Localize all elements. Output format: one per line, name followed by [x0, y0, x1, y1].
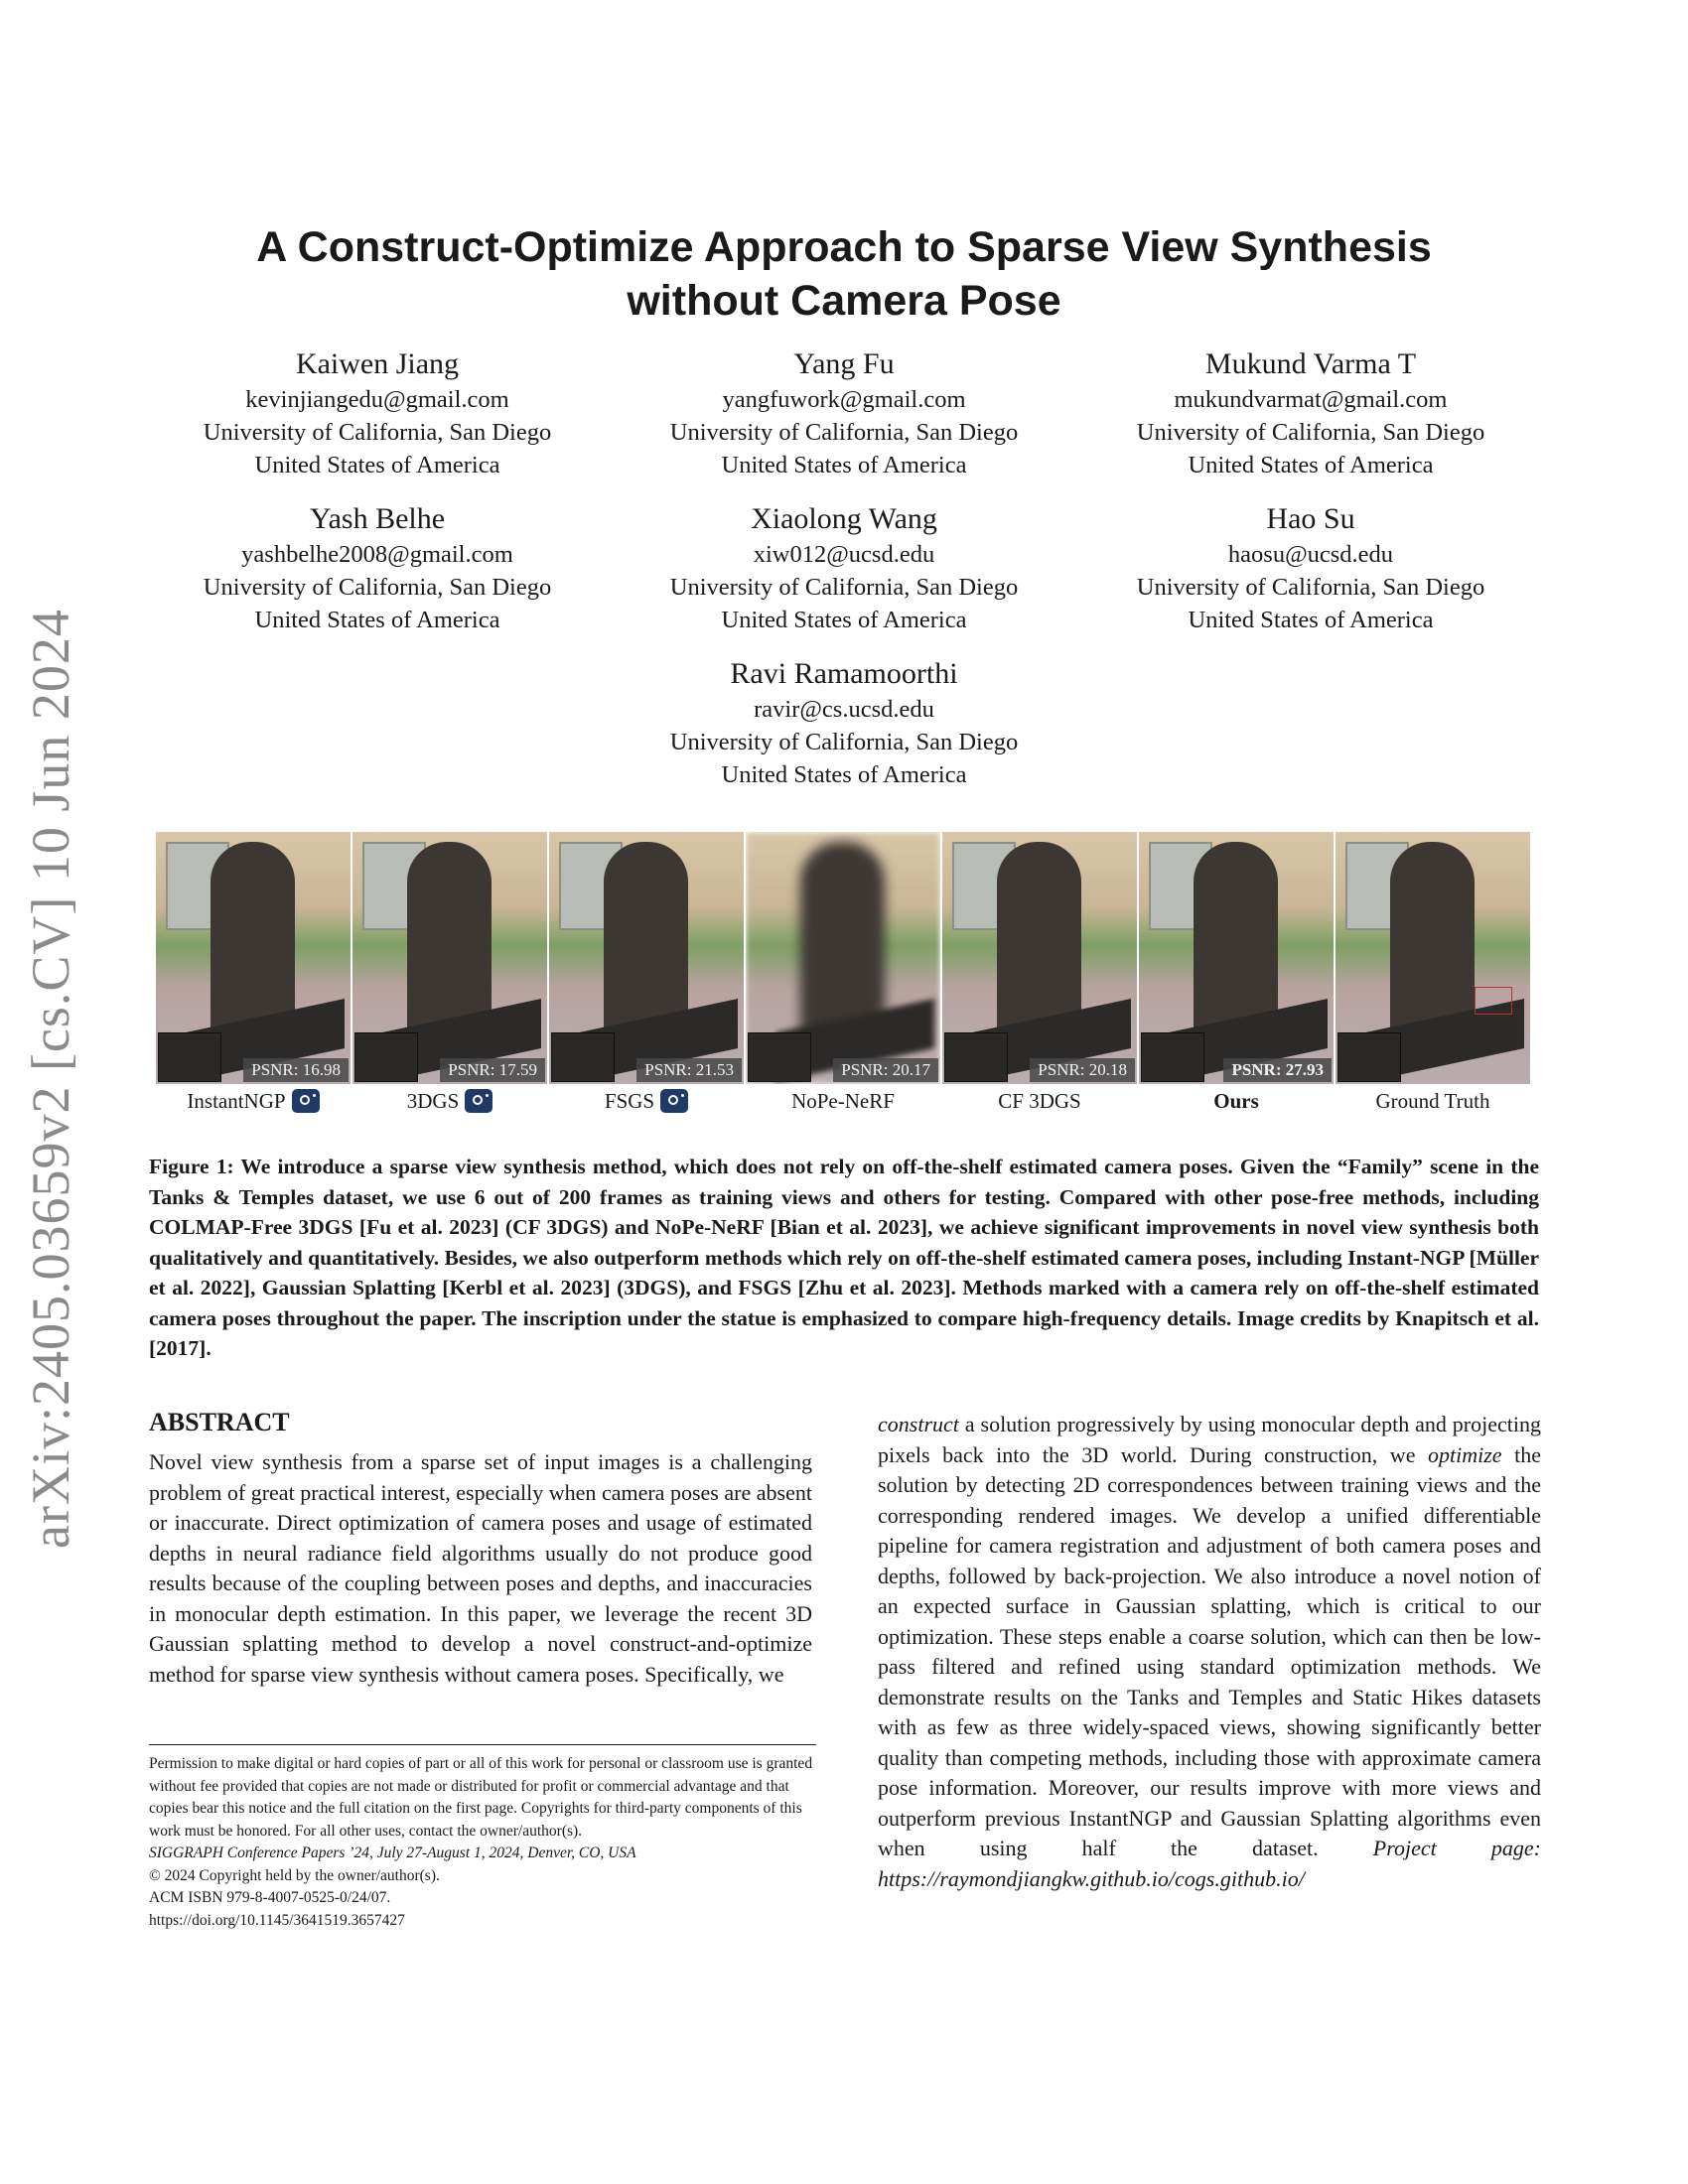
- psnr-label: PSNR: 27.93: [1223, 1058, 1332, 1082]
- figure-panel-ours: [1139, 832, 1334, 1084]
- author: [616, 500, 1072, 636]
- copyright-footnote: [149, 1744, 816, 1932]
- author-country: United States of America: [721, 761, 967, 788]
- author-email: mukundvarmat@gmail.com: [1174, 386, 1448, 413]
- panel-label: Ground Truth: [1375, 1089, 1490, 1113]
- author-email: haosu@ucsd.edu: [1227, 541, 1394, 568]
- author: [616, 655, 1072, 791]
- author-block: [149, 345, 1539, 810]
- panel-label: 3DGS: [352, 1086, 547, 1116]
- figure-panel-cf-3dgs: [942, 832, 1137, 1084]
- figure-panel-instantngp: [156, 832, 351, 1084]
- figure-panel-nope-nerf: [746, 832, 940, 1084]
- psnr-label: PSNR: 16.98: [243, 1058, 349, 1082]
- author-affiliation: University of California, San Diego: [1136, 574, 1485, 601]
- abstract-heading: ABSTRACT: [149, 1408, 290, 1436]
- psnr-label: PSNR: 20.18: [1030, 1058, 1135, 1082]
- author-email: ravir@cs.ucsd.edu: [754, 696, 934, 723]
- camera-icon: [465, 1089, 492, 1113]
- inscription-inset: [551, 1032, 615, 1082]
- zoom-highlight-box: [1475, 987, 1512, 1015]
- author-affiliation: University of California, San Diego: [669, 729, 1019, 755]
- author-country: United States of America: [1188, 607, 1434, 633]
- psnr-label: PSNR: 17.59: [440, 1058, 545, 1082]
- copyright-line: © 2024 Copyright held by the owner/author(s).: [149, 1866, 440, 1884]
- psnr-label: PSNR: 21.53: [636, 1058, 742, 1082]
- panel-label: InstantNGP: [156, 1086, 351, 1116]
- camera-icon: [292, 1089, 320, 1113]
- figure-panel-3dgs: [352, 832, 547, 1084]
- author-affiliation: University of California, San Diego: [203, 574, 552, 601]
- author-affiliation: University of California, San Diego: [1136, 419, 1485, 446]
- author-country: United States of America: [254, 452, 500, 478]
- inscription-inset: [944, 1032, 1008, 1082]
- inscription-inset: [1141, 1032, 1204, 1082]
- doi-link[interactable]: https://doi.org/10.1145/3641519.3657427: [149, 1911, 405, 1929]
- figure-labels: [156, 1086, 1536, 1116]
- inscription-inset: [158, 1032, 221, 1082]
- author: [616, 345, 1072, 481]
- author-row-1: [149, 345, 1539, 481]
- author-affiliation: University of California, San Diego: [669, 574, 1019, 601]
- author: [1082, 500, 1539, 636]
- author-country: United States of America: [721, 607, 967, 633]
- project-page-link[interactable]: Project page: https://raymondjiangkw.github.io/cogs.github.io/: [878, 1836, 1541, 1891]
- camera-icon: [660, 1089, 688, 1113]
- author: [1082, 345, 1539, 481]
- author-affiliation: University of California, San Diego: [669, 419, 1019, 446]
- isbn-line: ACM ISBN 979-8-4007-0525-0/24/07.: [149, 1889, 391, 1906]
- figure-1: [156, 832, 1536, 1116]
- author-name: Kaiwen Jiang: [295, 347, 460, 380]
- author-email: kevinjiangedu@gmail.com: [245, 386, 509, 413]
- author: [149, 500, 606, 636]
- author-email: yashbelhe2008@gmail.com: [241, 541, 513, 568]
- author-name: Ravi Ramamoorthi: [730, 657, 958, 690]
- psnr-label: PSNR: 20.17: [833, 1058, 938, 1082]
- author-row-3: [149, 655, 1539, 791]
- title-line-2: without Camera Pose: [627, 277, 1061, 325]
- abstract-left-column: [149, 1408, 812, 1690]
- author-name: Xiaolong Wang: [751, 502, 937, 535]
- author-country: United States of America: [254, 607, 500, 633]
- figure-caption: Figure 1: We introduce a sparse view synthesis method, which does not rely on off-the-shelf estimated camera poses. Given the “Family” scene in the Tanks & Temples dataset, we use 6 out of 200 frames as training views and others for testing. Compared with other pose-free methods, including COLMAP-Free 3DGS [Fu et al. 2023] (CF 3DGS) and NoPe-NeRF [Bian et al. 2023], we achieve significant improvements in novel view synthesis both qualitatively and quantitatively. Besides, we also outperform methods which rely on off-the-shelf estimated camera poses, including Instant-NGP [Müller et al. 2022], Gaussian Splatting [Kerbl et al. 2023] (3DGS), and FSGS [Zhu et al. 2023]. Methods marked with a camera rely on off-the-shelf estimated camera poses throughout the paper. The inscription under the statue is emphasized to compare high-frequency details. Image credits by Knapitsch et al. [2017].: [149, 1155, 1539, 1360]
- title-line-1: A Construct-Optimize Approach to Sparse View Synthesis: [256, 223, 1432, 271]
- author-name: Yash Belhe: [309, 502, 446, 535]
- permission-notice: Permission to make digital or hard copies of part or all of this work for personal or classroom use is granted without fee provided that copies are not made or distributed for profit or commercial advantage and that copies bear this notice and the full citation on the first page. Copyrights for third-party components of this work must be honored. For all other uses, contact the owner/author(s).: [149, 1755, 813, 1840]
- author: [149, 345, 606, 481]
- panel-label: Ours: [1213, 1089, 1259, 1113]
- author-name: Hao Su: [1266, 502, 1355, 535]
- inscription-inset: [1337, 1032, 1401, 1082]
- figure-panel-fsgs: [549, 832, 744, 1084]
- panel-label: FSGS: [549, 1086, 744, 1116]
- panel-label: NoPe-NeRF: [791, 1089, 895, 1113]
- author-name: Mukund Varma T: [1204, 347, 1417, 380]
- conference-info: SIGGRAPH Conference Papers ’24, July 27-August 1, 2024, Denver, CO, USA: [149, 1844, 636, 1861]
- author-row-2: [149, 500, 1539, 636]
- figure-panels: [156, 832, 1536, 1084]
- figure-panel-ground-truth: [1336, 832, 1530, 1084]
- emphasis: construct: [878, 1412, 959, 1436]
- author-country: United States of America: [1188, 452, 1434, 478]
- inscription-inset: [748, 1032, 811, 1082]
- author-name: Yang Fu: [793, 347, 895, 380]
- panel-label: CF 3DGS: [998, 1089, 1081, 1113]
- arxiv-stamp: arXiv:2405.03659v2 [cs.CV] 10 Jun 2024: [21, 609, 80, 1549]
- author-email: xiw012@ucsd.edu: [753, 541, 935, 568]
- abstract-text-left: Novel view synthesis from a sparse set of input images is a challenging problem of great practical interest, especially when camera poses are absent or inaccurate. Direct optimization of camera poses and usage of estimated depths in neural radiance field algorithms usually do not produce good results because of the coupling between poses and depths, and inaccuracies in monocular depth estimation. In this paper, we leverage the recent 3D Gaussian splatting method to develop a novel construct-and-optimize method for sparse view synthesis without camera poses. Specifically, we: [149, 1449, 812, 1687]
- paper-title: [0, 220, 1688, 328]
- emphasis: optimize: [1428, 1441, 1502, 1467]
- author-affiliation: University of California, San Diego: [203, 419, 552, 446]
- author-email: yangfuwork@gmail.com: [722, 386, 966, 413]
- abstract-right-column: construct a solution progressively by using monocular depth and projecting pixels back into the 3D world. During construction, we optimize the solution by detecting 2D correspondences between training views and the corresponding rendered images. We develop a unified differentiable pipeline for camera registration and adjustment of both camera poses and depths, followed by back-projection. We also introduce a novel notion of an expected surface in Gaussian splatting, which is critical to our optimization. These steps enable a coarse solution, which can then be low-pass filtered and refined using standard optimization methods. We demonstrate results on the Tanks and Temples and Static Hikes datasets with as few as three widely-spaced views, showing significantly better quality than competing methods, including those with approximate camera pose information. Moreover, our results improve with more views and outperform previous InstantNGP and Gaussian Splatting algorithms even when using half the dataset. Project page: https://raymondjiangkw.github.io/cogs.github.io/: [878, 1412, 1541, 1891]
- inscription-inset: [354, 1032, 418, 1082]
- author-country: United States of America: [721, 452, 967, 478]
